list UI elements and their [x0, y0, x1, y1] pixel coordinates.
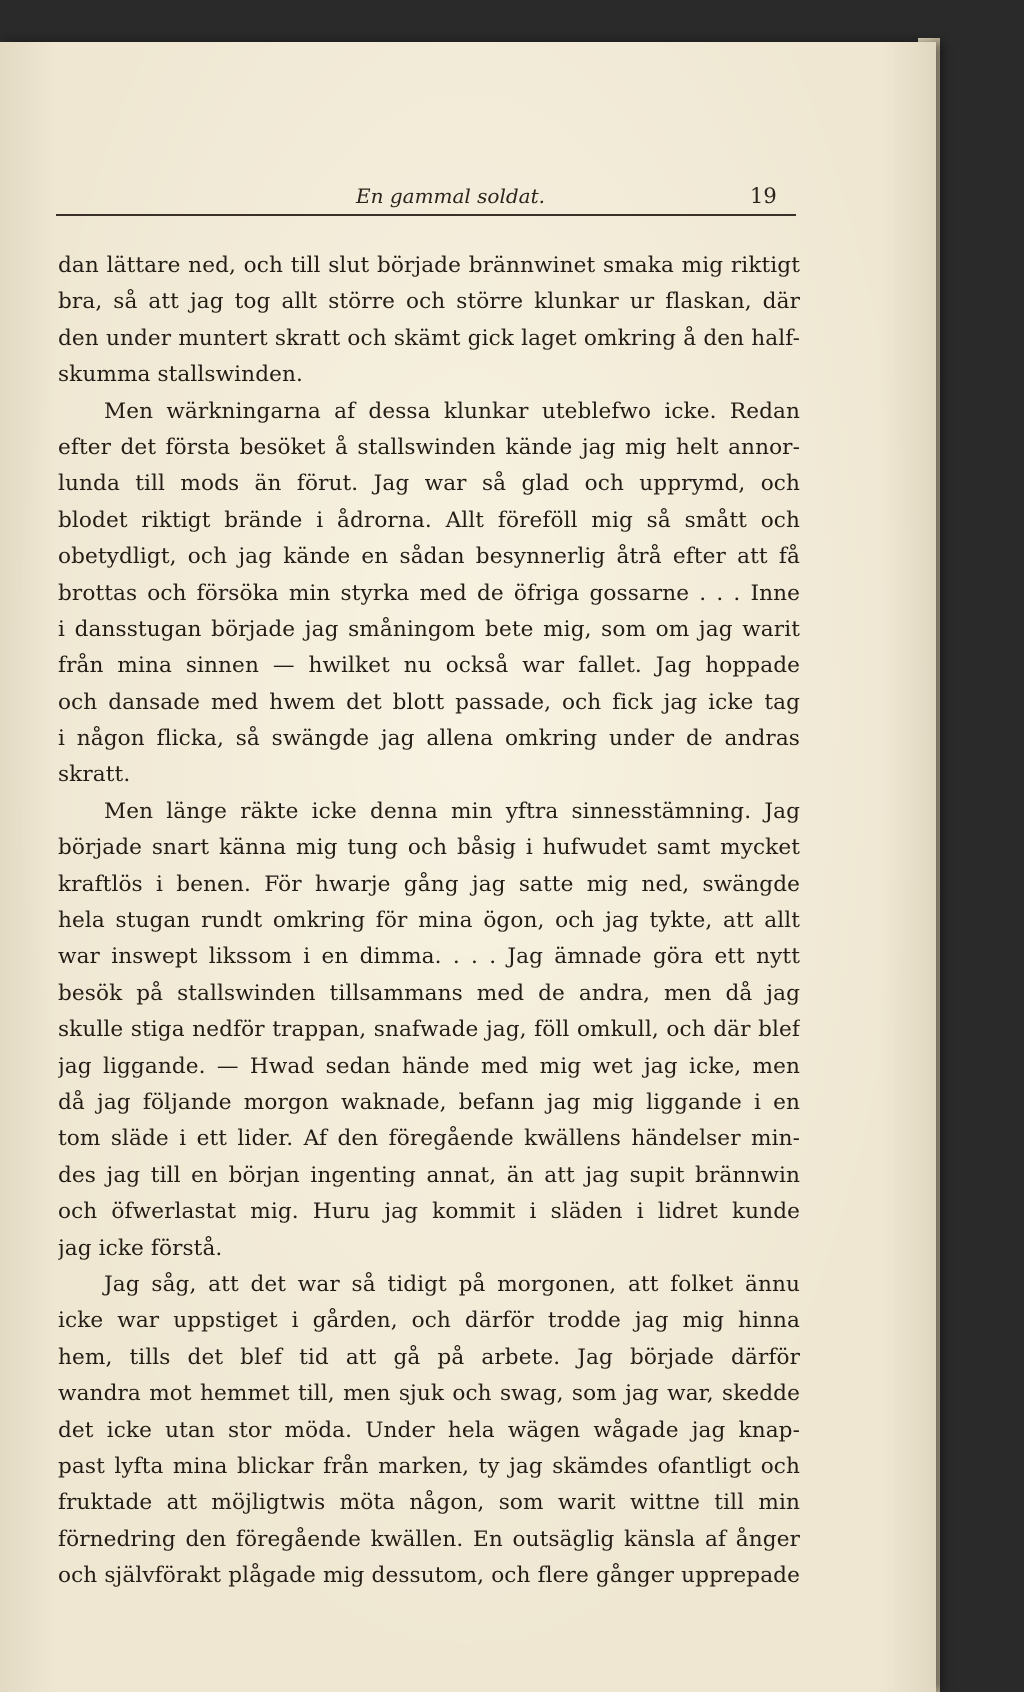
text-line: wandra mot hemmet till, men sjuk och swag, som jag war, skedde: [58, 1381, 800, 1407]
header-rule: [56, 214, 796, 216]
text-line: skulle stiga nedför trappan, snafwade jag, föll omkull, och där blef: [58, 1017, 800, 1043]
text-line: det icke utan stor möda. Under hela wägen wågade jag knap-: [58, 1417, 800, 1443]
text-line: tom släde i ett lider. Af den föregående kwällens händelser min-: [58, 1126, 800, 1152]
text-line: besök på stallswinden tillsammans med de andra, men då jag: [58, 980, 800, 1006]
text-line: Men wärkningarna af dessa klunkar uteblefwo icke. Redan: [104, 398, 800, 424]
text-line: i någon flicka, så swängde jag allena omkring under de andras: [58, 726, 800, 752]
running-title: En gammal soldat.: [356, 184, 545, 208]
text-line: började snart känna mig tung och båsig i hufwudet samt mycket: [58, 835, 800, 861]
text-line: efter det första besöket å stallswinden kände jag mig helt annor-: [58, 434, 800, 460]
text-line: blodet riktigt brände i ådrorna. Allt föreföll mig så smått och: [58, 507, 800, 533]
text-line: Jag såg, att det war så tidigt på morgonen, att folket ännu: [104, 1271, 800, 1297]
text-line: och öfwerlastat mig. Huru jag kommit i släden i lidret kunde: [58, 1199, 800, 1225]
text-line: och dansade med hwem det blott passade, och fick jag icke tag: [58, 689, 800, 715]
text-line: den under muntert skratt och skämt gick laget omkring å den half-: [58, 325, 800, 351]
text-line: skumma stallswinden.: [58, 362, 303, 388]
text-line: från mina sinnen — hwilket nu också war fallet. Jag hoppade: [58, 653, 800, 679]
text-line: past lyfta mina blickar från marken, ty jag skämdes ofantligt och: [58, 1453, 800, 1479]
text-line: des jag till en början ingenting annat, än att jag supit brännwin: [58, 1162, 800, 1188]
text-line: hela stugan rundt omkring för mina ögon, och jag tykte, att allt: [58, 908, 800, 934]
text-line: war inswept likssom i en dimma. . . . Jag ämnade göra ett nytt: [58, 944, 800, 970]
text-line: jag liggande. — Hwad sedan hände med mig wet jag icke, men: [58, 1053, 800, 1079]
text-line: kraftlös i benen. För hwarje gång jag satte mig ned, swängde: [58, 871, 800, 897]
text-line: obetydligt, och jag kände en sådan besynnerlig åtrå efter att få: [58, 544, 800, 570]
text-line: hem, tills det blef tid att gå på arbete. Jag började därför: [58, 1344, 800, 1370]
text-line: Men länge räkte icke denna min yftra sinnesstämning. Jag: [104, 798, 800, 824]
text-line: förnedring den föregående kwällen. En outsäglig känsla af ånger: [58, 1526, 800, 1552]
text-line: icke war uppstiget i gården, och därför trodde jag mig hinna: [58, 1308, 800, 1334]
text-line: jag icke förstå.: [58, 1235, 223, 1261]
text-line: brottas och försöka min styrka med de öfriga gossarne . . . Inne: [58, 580, 800, 606]
text-line: fruktade att möjligtwis möta någon, som warit wittne till min: [58, 1490, 800, 1516]
text-line: dan lättare ned, och till slut började brännwinet smaka mig riktigt: [58, 253, 800, 278]
text-line: skratt.: [58, 762, 131, 788]
text-line: och självförakt plågade mig dessutom, och flere gånger upprepade: [58, 1563, 800, 1589]
text-line: bra, så att jag tog allt större och större klunkar ur flaskan, där: [58, 289, 800, 315]
text-line: lunda till mods än förut. Jag war så glad och upprymd, och: [58, 471, 800, 497]
page-number: 19: [750, 184, 777, 208]
body-text: [58, 248, 800, 1594]
text-line: då jag följande morgon waknade, befann jag mig liggande i en: [58, 1089, 800, 1115]
page-header: [56, 144, 796, 216]
text-line: i dansstugan började jag småningom bete mig, som om jag warit: [58, 616, 800, 642]
